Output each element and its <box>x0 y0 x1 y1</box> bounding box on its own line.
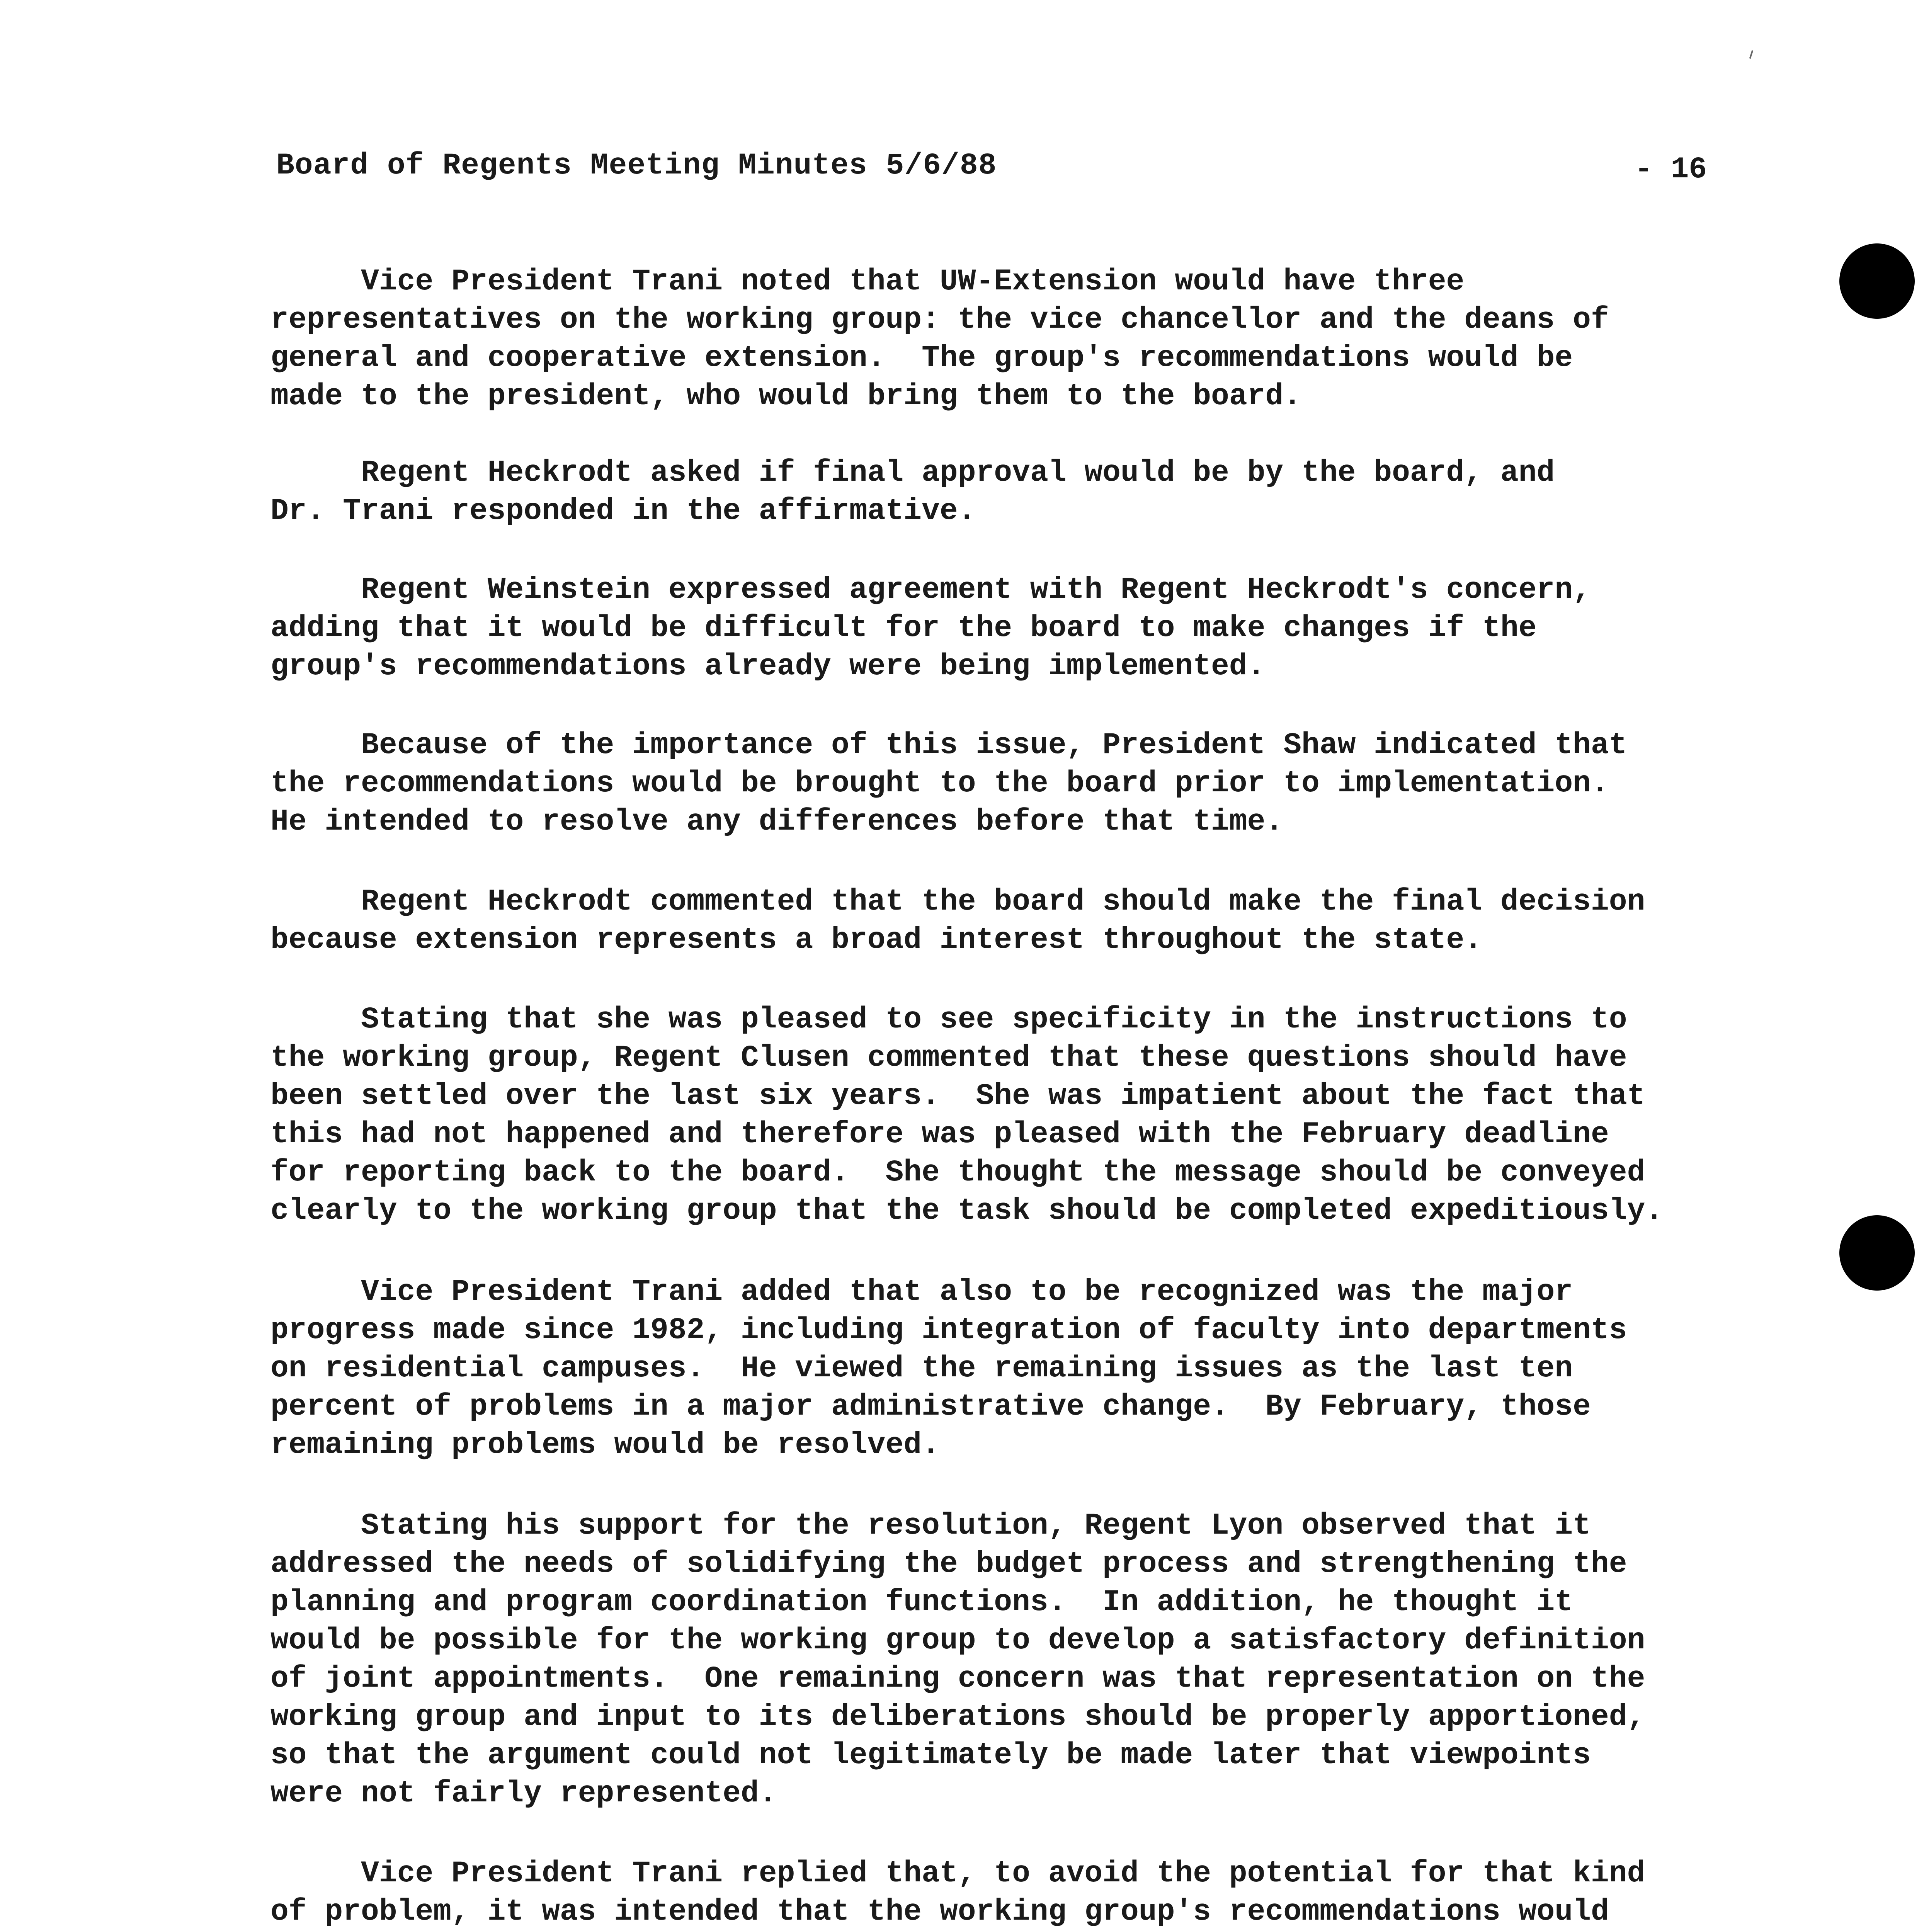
text-line: the recommendations would be brought to the board prior to implementation. <box>270 767 1609 801</box>
paragraph <box>270 1001 1785 1230</box>
text-line: on residential campuses. He viewed the remaining issues as the last ten <box>270 1352 1573 1386</box>
paragraph <box>270 1273 1785 1464</box>
text-line: been settled over the last six years. She was impatient about the fact that <box>270 1079 1645 1113</box>
text-line: Stating that she was pleased to see specificity in the instructions to <box>270 1003 1627 1037</box>
text-line: Vice President Trani added that also to be recognized was the major <box>270 1275 1573 1309</box>
text-line: Dr. Trani responded in the affirmative. <box>270 494 976 528</box>
scan-mark <box>1749 50 1754 59</box>
text-line: of joint appointments. One remaining concern was that representation on the <box>270 1662 1645 1696</box>
text-line: of problem, it was intended that the working group's recommendations would <box>270 1895 1609 1929</box>
text-line: Regent Heckrodt asked if final approval would be by the board, and <box>270 456 1555 490</box>
page-number: - 16 <box>1635 153 1707 187</box>
text-line: addressed the needs of solidifying the budget process and strengthening the <box>270 1547 1627 1581</box>
text-line: made to the president, who would bring them to the board. <box>270 379 1302 413</box>
paragraph <box>270 454 1785 531</box>
text-line: working group and input to its deliberations should be properly apportioned, <box>270 1700 1645 1734</box>
text-line: were not fairly represented. <box>270 1777 777 1811</box>
text-line: this had not happened and therefore was pleased with the February deadline <box>270 1117 1609 1151</box>
text-line: Stating his support for the resolution, Regent Lyon observed that it <box>270 1509 1591 1543</box>
text-line: He intended to resolve any differences before that time. <box>270 805 1284 839</box>
text-line: Vice President Trani replied that, to avoid the potential for that kind <box>270 1857 1645 1891</box>
text-line: because extension represents a broad interest throughout the state. <box>270 923 1483 957</box>
text-line: representatives on the working group: the vice chancellor and the deans of <box>270 303 1609 337</box>
paragraph <box>270 1855 1785 1932</box>
text-line: so that the argument could not legitimately be made later that viewpoints <box>270 1738 1591 1772</box>
binder-hole <box>1839 1215 1915 1291</box>
binder-hole <box>1839 243 1915 319</box>
text-line: progress made since 1982, including integration of faculty into departments <box>270 1313 1627 1347</box>
text-line: clearly to the working group that the task should be completed expeditiously. <box>270 1194 1664 1228</box>
paragraph <box>270 263 1785 416</box>
text-line: group's recommendations already were being implemented. <box>270 650 1266 684</box>
text-line: would be possible for the working group to develop a satisfactory definition <box>270 1624 1645 1658</box>
text-line: Regent Weinstein expressed agreement with Regent Heckrodt's concern, <box>270 573 1591 607</box>
header-title: Board of Regents Meeting Minutes 5/6/88 <box>276 149 997 183</box>
paragraph <box>270 571 1785 686</box>
text-line: Because of the importance of this issue, President Shaw indicated that <box>270 728 1627 762</box>
text-line: remaining problems would be resolved. <box>270 1428 940 1462</box>
text-line: adding that it would be difficult for the board to make changes if the <box>270 611 1537 645</box>
text-line: Vice President Trani noted that UW-Extension would have three <box>270 265 1465 299</box>
paragraph <box>270 1507 1785 1813</box>
paragraph <box>270 883 1785 959</box>
text-line: the working group, Regent Clusen commented that these questions should have <box>270 1041 1627 1075</box>
text-line: Regent Heckrodt commented that the board should make the final decision <box>270 885 1645 919</box>
text-line: planning and program coordination functions. In addition, he thought it <box>270 1585 1573 1619</box>
paragraph <box>270 726 1785 841</box>
text-line: general and cooperative extension. The group's recommendations would be <box>270 341 1573 375</box>
text-line: for reporting back to the board. She thought the message should be conveyed <box>270 1156 1645 1190</box>
text-line: percent of problems in a major administrative change. By February, those <box>270 1390 1591 1424</box>
